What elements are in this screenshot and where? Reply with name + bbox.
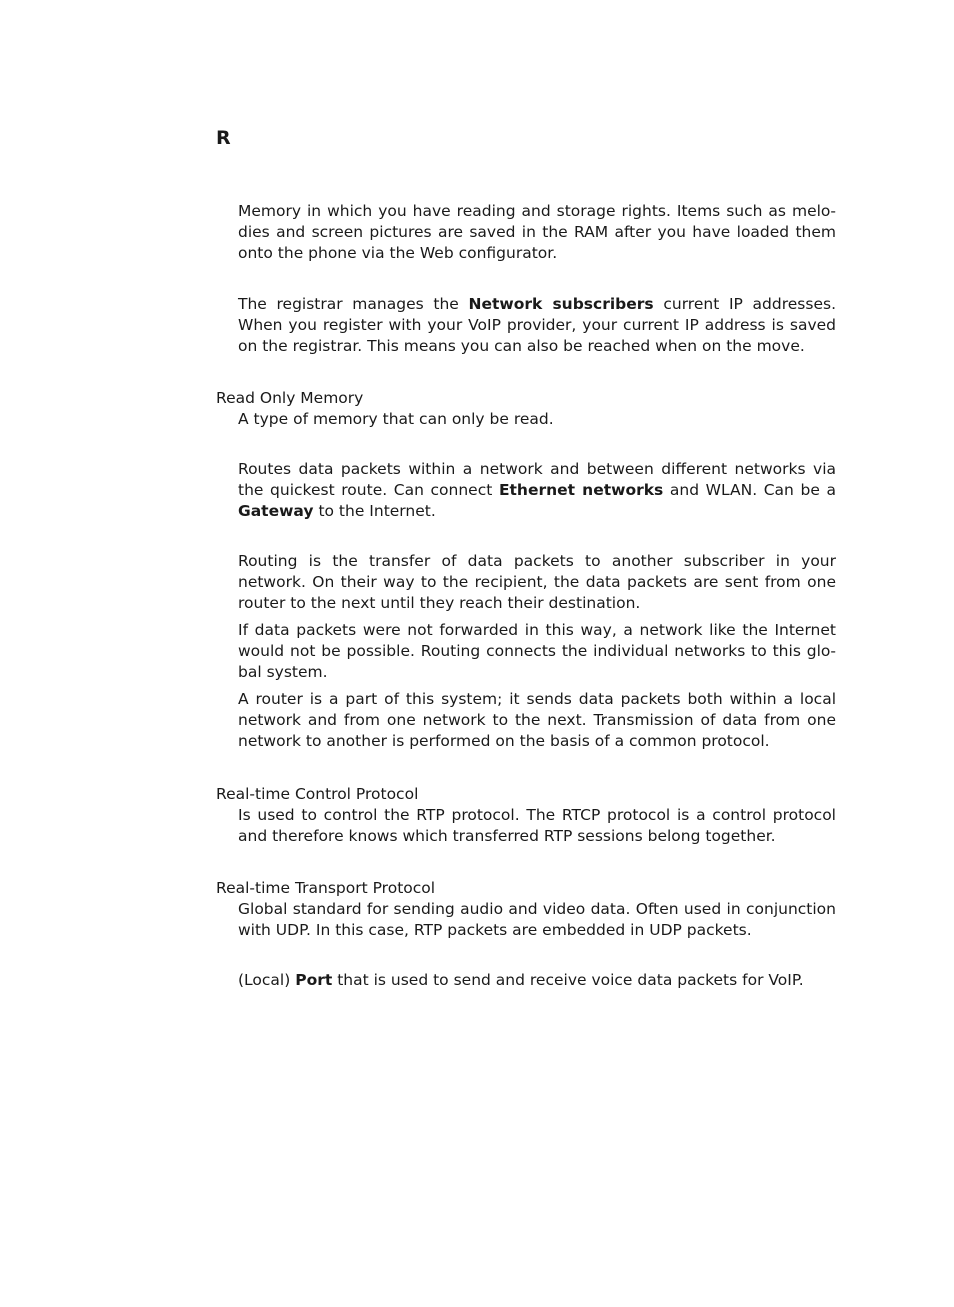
definition-text: Routes data packets within a network and between different networks via the quickest route. Can connect: [238, 460, 836, 499]
definition-text: The registrar manages the: [238, 295, 469, 313]
entry-definition: [238, 409, 836, 430]
definition-text: A router is a part of this system; it sends data packets both within a local network and from one network to the next. Transmission of data from one network to another is performed on the basis of a common protocol.: [238, 690, 836, 750]
entry-definition: [238, 805, 836, 847]
entry-term: Real-time Transport Protocol: [216, 879, 436, 897]
cross-reference-term: Gateway: [238, 502, 314, 520]
glossary-entry-routing: [216, 551, 836, 752]
definition-text: If data packets were not forwarded in this way, a network like the Internet would not be possible. Routing connects the individual networks to this global system.: [238, 621, 836, 681]
definition-text: that is used to send and receive voice data packets for VoIP.: [332, 971, 804, 989]
glossary-entry-rtcp: [216, 784, 836, 847]
entry-definition: [238, 899, 836, 941]
definition-text: current IP addresses. When you register with your VoIP provider, your current IP address is saved on the registrar. This means you can also be reached when on the move.: [238, 295, 836, 355]
section-letter: R: [216, 127, 231, 149]
glossary-entry-ram: [216, 201, 836, 264]
entry-definition: [238, 201, 836, 264]
cross-reference-term: Port: [295, 971, 333, 989]
glossary-entry-router: [216, 459, 836, 522]
glossary-entry-rom: [216, 388, 836, 430]
definition-text: (Local): [238, 971, 296, 989]
definition-text: A type of memory that can only be read.: [238, 410, 554, 428]
glossary-entry-registrar: [216, 294, 836, 357]
entry-term: Real-time Control Protocol: [216, 785, 419, 803]
entry-definition: [238, 620, 836, 683]
entry-term: Read Only Memory: [216, 389, 364, 407]
entry-definition: [238, 459, 836, 522]
entry-definition: [238, 551, 836, 614]
entry-definition: [238, 294, 836, 357]
definition-text: to the Internet.: [313, 502, 436, 520]
cross-reference-term: Ethernet networks: [498, 481, 664, 499]
cross-reference-term: Network subscribers: [468, 295, 654, 313]
definition-text: Memory in which you have reading and storage rights. Items such as melodies and screen pictures are saved in the RAM after you have loaded them onto the phone via the Web configurator.: [238, 202, 836, 262]
definition-text: Is used to control the RTP protocol. The RTCP protocol is a control protocol and therefore knows which transferred RTP sessions belong together.: [238, 806, 836, 845]
glossary-entry-rtp: [216, 878, 836, 941]
entry-definition: [238, 689, 836, 752]
definition-text: Routing is the transfer of data packets to another subscriber in your network. On their way to the recipient, the data packets are sent from one router to the next until they reach their destination.: [238, 552, 836, 612]
entry-definition: [238, 970, 836, 991]
definition-text: and WLAN. Can be a: [663, 481, 836, 499]
glossary-entry-rtp-port: [216, 970, 836, 991]
definition-text: Global standard for sending audio and video data. Often used in conjunction with UDP. In this case, RTP packets are embedded in UDP packets.: [238, 900, 836, 939]
